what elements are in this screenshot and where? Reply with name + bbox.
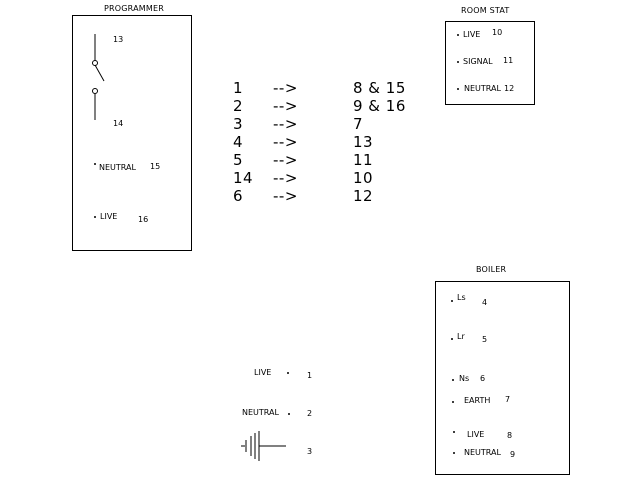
connection-from: 4: [233, 133, 244, 151]
connection-from: 3: [233, 115, 244, 133]
connection-arrow: -->: [273, 169, 298, 187]
connection-from: 1: [233, 79, 244, 97]
connection-from: 6: [233, 187, 244, 205]
connection-to: 8 & 15: [353, 79, 406, 97]
boiler-ns-dot: [452, 379, 454, 381]
connection-to: 11: [353, 151, 374, 169]
connection-from: 14: [233, 169, 254, 187]
room-stat-terminal-10: 10: [492, 28, 503, 37]
room-stat-signal-label: SIGNAL: [463, 57, 493, 66]
supply-terminal-2: 2: [307, 409, 313, 418]
programmer-terminal-15: 15: [150, 162, 161, 171]
programmer-box: [72, 15, 192, 251]
boiler-ns-label: Ns: [459, 374, 470, 383]
room-stat-live-dot: [457, 34, 459, 36]
room-stat-neutral-dot: [457, 88, 459, 90]
boiler-lr-dot: [451, 338, 453, 340]
room-stat-terminal-11: 11: [503, 56, 514, 65]
connection-arrow: -->: [273, 115, 298, 133]
connection-to: 13: [353, 133, 374, 151]
supply-neutral-label: NEUTRAL: [242, 408, 279, 417]
room-stat-neutral-label: NEUTRAL: [464, 84, 501, 93]
connection-to: 9 & 16: [353, 97, 406, 115]
connection-arrow: -->: [273, 79, 298, 97]
boiler-neutral-dot: [453, 452, 455, 454]
room-stat-signal-dot: [457, 61, 459, 63]
room-stat-box: [445, 21, 535, 105]
boiler-title: BOILER: [476, 265, 507, 274]
neutral-terminal-dot: [94, 163, 96, 165]
boiler-live-dot: [453, 431, 455, 433]
room-stat-title: ROOM STAT: [461, 6, 510, 15]
boiler-terminal-8: 8: [507, 431, 513, 440]
supply-live-label: LIVE: [254, 368, 272, 377]
room-stat-live-label: LIVE: [463, 30, 481, 39]
connection-arrow: -->: [273, 133, 298, 151]
room-stat-terminal-12: 12: [504, 84, 515, 93]
programmer-terminal-16: 16: [138, 215, 149, 224]
supply-terminal-1: 1: [307, 371, 313, 380]
supply-neutral-dot: [288, 413, 290, 415]
boiler-live-label: LIVE: [467, 430, 485, 439]
connection-row: [233, 79, 243, 97]
boiler-terminal-4: 4: [482, 298, 488, 307]
switch-icon: [73, 16, 193, 252]
boiler-terminal-9: 9: [510, 450, 516, 459]
connection-from: 2: [233, 97, 244, 115]
boiler-terminal-7: 7: [505, 395, 511, 404]
connection-to: 12: [353, 187, 374, 205]
connection-arrow: -->: [273, 97, 298, 115]
boiler-ls-label: Ls: [457, 293, 466, 302]
connection-from: 5: [233, 151, 244, 169]
boiler-box: [435, 281, 570, 475]
programmer-live-label: LIVE: [100, 212, 118, 221]
programmer-title: PROGRAMMER: [104, 4, 165, 13]
connection-arrow: -->: [273, 151, 298, 169]
connection-arrow: -->: [273, 187, 298, 205]
connection-to: 7: [353, 115, 364, 133]
boiler-earth-label: EARTH: [464, 396, 491, 405]
boiler-ls-dot: [451, 300, 453, 302]
boiler-neutral-label: NEUTRAL: [464, 448, 501, 457]
programmer-neutral-label: NEUTRAL: [99, 163, 136, 172]
boiler-terminal-6: 6: [480, 374, 486, 383]
connection-to: 10: [353, 169, 374, 187]
supply-terminal-3: 3: [307, 447, 313, 456]
boiler-earth-dot: [452, 401, 454, 403]
programmer-terminal-13: 13: [113, 35, 124, 44]
boiler-lr-label: Lr: [457, 332, 465, 341]
boiler-terminal-5: 5: [482, 335, 488, 344]
supply-live-dot: [287, 372, 289, 374]
live-terminal-dot: [94, 216, 96, 218]
programmer-terminal-14: 14: [113, 119, 124, 128]
